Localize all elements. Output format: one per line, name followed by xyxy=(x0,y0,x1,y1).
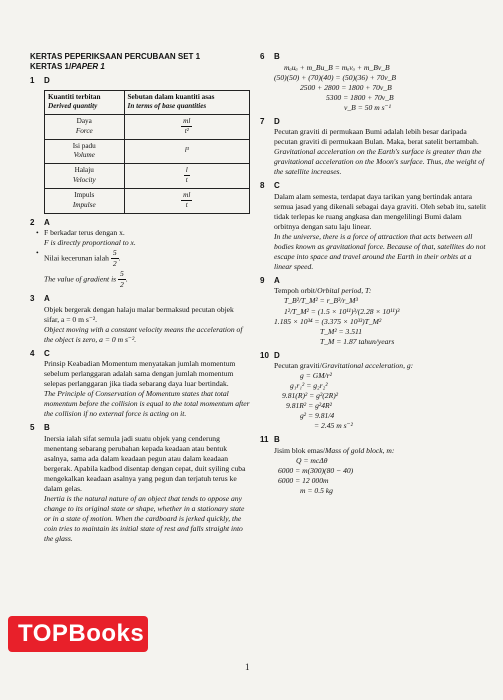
question-number: 9 xyxy=(260,275,265,285)
text-bm: Tempoh orbit/ xyxy=(274,286,318,296)
text-en: F is directly proportional to x. xyxy=(44,238,136,248)
text-en: Gravitational acceleration on the Earth's surface is greater than the gravitational acceleration on the Moon's surface. Thus, the weight of the satellite increases. xyxy=(274,147,485,177)
question-11-head xyxy=(260,435,488,446)
answer-letter: B xyxy=(44,423,50,433)
question-number: 1 xyxy=(30,76,35,85)
quantity-table xyxy=(44,90,250,214)
equation-line: mₐuₐ + m_Bu_B = mₐvₐ + m_Bv_B xyxy=(284,62,390,72)
answer-letter: B xyxy=(274,435,280,445)
equation-line: 1.185 × 10³⁴ = (3.375 × 10³³)T_M² xyxy=(274,316,382,326)
text-bm: Pecutan graviti di permukaan Bumi adalah lebih besar daripada pecutan graviti di permukaan Bulan. Maka, berat satelit bertambah. xyxy=(274,127,479,147)
equation-line: = 2.45 m s⁻² xyxy=(314,421,353,431)
text-en: Inertia is the natural nature of an object that tends to oppose any change to its original state or shape, whether in a stationary state or in a state of motion. When the cardboard is jerked quickly, the coin tries to maintain its initial state of rest and falls straight into the glass. xyxy=(44,494,245,544)
text-en: The value of gradient is xyxy=(44,274,117,284)
text-bm: Nilai kecerunan ialah xyxy=(44,253,109,263)
text-en: In the universe, there is a force of attraction that acts between all bodies known as gravitational force. Because of that, satellites do not escape into space and travel around the Earth in their orbits at a linear speed. xyxy=(274,231,486,271)
left-column xyxy=(30,52,250,544)
question-number: 2 xyxy=(30,217,35,227)
cell-bm: Impuls xyxy=(74,191,95,200)
equation-line: T_M² = 3.511 xyxy=(320,326,363,336)
question-3-head xyxy=(30,294,250,305)
equation-line: g² = 9.81/4 xyxy=(300,411,335,421)
cell-bm: Halaju xyxy=(74,166,94,175)
text-bm: Dalam alam semesta, terdapat daya tarikan yang bertindak antara semua jasad yang dikenali sebagai daya graviti. Oleh sebab itu, satelit tidak terlepas ke ruang angkasa dan mengelilingi Bumi dalam orbitnya dengan satu laju linear. xyxy=(274,191,487,231)
question-8-head xyxy=(260,181,488,192)
equation-line: 2500 + 2800 = 1800 + 70v_B xyxy=(300,82,392,92)
question-number: 11 xyxy=(260,435,269,445)
table-row xyxy=(45,188,250,213)
answer-letter: D xyxy=(274,350,280,360)
question-number: 4 xyxy=(30,348,35,358)
answer-letter: D xyxy=(44,76,50,85)
page-number: 1 xyxy=(245,662,250,672)
equation-line: 9.81(R)² = g²(2R)² xyxy=(282,391,339,401)
equation-line: g₁r₁² = g₂r₂² xyxy=(290,381,328,391)
answer-letter: A xyxy=(44,294,50,304)
cell-en: Volume xyxy=(73,151,95,160)
equation-line: g = GM/r² xyxy=(300,371,332,381)
cell-bm: Daya xyxy=(76,117,92,126)
intro-line xyxy=(260,446,488,456)
page-subtitle xyxy=(30,62,250,72)
fraction: $\frac{l}{t}$ xyxy=(185,165,188,185)
text-bm: Jisim blok emas/ xyxy=(274,445,326,455)
table-row xyxy=(45,139,250,163)
text-bm: Inersia ialah sifat semula jadi suatu objek yang cenderung menentang sebarang perubahan kepada keadaan atau bentuk asalnya, sama ada dalam keadaan pegun atau dalam keadaan bergerak. Apabila kadbod disentap dengan cepat, duit syiling cuba mengekalkan keadaan asalnya yang pegun dan terjatuh terus ke dalam gelas. xyxy=(44,433,246,494)
question-6-head xyxy=(260,52,488,63)
page-title: KERTAS PEPERIKSAAN PERCUBAAN SET 1 xyxy=(30,52,201,61)
equation-line: Q = mcΔθ xyxy=(296,455,328,465)
fraction: $\frac{ml}{t}$ xyxy=(183,190,191,210)
cell-en: Impulse xyxy=(72,200,96,209)
bullet-item xyxy=(30,228,250,248)
cell-en: Velocity xyxy=(72,175,96,184)
equation-line: 5300 = 1800 + 70v_B xyxy=(326,92,394,102)
text-en: The Principle of Conservation of Momentum states that total momentum before the collision is equal to the total momentum after the collision if no external force is acting on it. xyxy=(44,389,250,419)
header-bm: Sebutan dalam kuantiti asas xyxy=(127,92,215,101)
question-2-head xyxy=(30,218,250,229)
question-7-head xyxy=(260,117,488,128)
question-number: 10 xyxy=(260,350,269,360)
equation-line: T_B²/T_M² = r_B³/r_M³ xyxy=(284,296,358,306)
question-number: 3 xyxy=(30,294,35,304)
answer-letter: D xyxy=(274,116,280,126)
cell-en: Force xyxy=(75,126,93,135)
cell-value: l³ xyxy=(124,139,249,163)
question-4-head xyxy=(30,349,250,360)
text-bm: Objek bergerak dengan halaju malar bermaksud pecutan objek sifar, a = 0 m s⁻². xyxy=(44,304,234,324)
intro-line xyxy=(260,286,488,296)
answer-letter: A xyxy=(44,217,50,227)
question-number: 5 xyxy=(30,423,35,433)
table-header-col1 xyxy=(45,90,125,114)
equation-line: 6000 = 12 000m xyxy=(278,475,329,485)
answer-letter: C xyxy=(44,348,50,358)
question-number: 7 xyxy=(260,116,265,126)
intro-line xyxy=(260,361,488,371)
fraction: $\frac{5}{2}$ xyxy=(112,248,117,269)
text-bm: Pecutan graviti/ xyxy=(274,361,322,371)
table-row xyxy=(45,114,250,139)
header-en: In terms of base quantities xyxy=(127,102,207,111)
equation-line: m = 0.5 kg xyxy=(300,485,333,495)
question-9-head xyxy=(260,276,488,287)
answer-letter: C xyxy=(274,181,280,191)
question-5-head xyxy=(30,423,250,434)
equation-line: 1²/T_M² = (1.5 × 10¹¹)³/(2.28 × 10¹¹)³ xyxy=(284,306,400,316)
equation-line: 6000 = m(300)(80 − 40) xyxy=(278,465,354,475)
text-en: Orbital period, T: xyxy=(317,286,372,296)
question-10-head xyxy=(260,351,488,362)
table-header-col2 xyxy=(124,90,249,114)
text-bm: • F berkadar terus dengan x. xyxy=(44,228,125,238)
text-bm: Prinsip Keabadian Momentum menyatakan jumlah momentum sebelum perlanggaran adalah sama dengan jumlah momentum selepas perlanggaran jika tiada sebarang daya luar bertindak. xyxy=(44,359,236,389)
text-en: Gravitational acceleration, g: xyxy=(321,361,414,371)
header-bm: Kuantiti terbitan xyxy=(48,92,101,101)
equation-line: T_M = 1.87 tahun/years xyxy=(320,336,395,346)
text-en: Mass of gold block, m: xyxy=(325,445,395,455)
question-number: 8 xyxy=(260,181,265,191)
header-en: Derived quantity xyxy=(48,102,98,111)
equation-line: 9.81R² = g²4R² xyxy=(286,401,332,411)
subtitle-bm: KERTAS 1/ xyxy=(30,62,72,71)
fraction: $\frac{5}{2}$ xyxy=(120,269,124,290)
cell-bm: Isi padu xyxy=(72,141,96,150)
question-number: 6 xyxy=(260,52,265,61)
subtitle-en: PAPER 1 xyxy=(71,62,105,71)
bullet-item: • Nilai kecerunan ialah $\frac{5}{2}$ . The value of gradient is $\frac{5}{2}$ . xyxy=(30,248,250,290)
answer-letter: B xyxy=(274,52,280,61)
table-row xyxy=(45,163,250,188)
equation-line: v_B = 50 m s⁻¹ xyxy=(344,102,391,112)
right-column xyxy=(260,52,488,496)
equation-line: (50)(50) + (70)(40) = (50)(36) + 70v_B xyxy=(274,72,397,82)
text-en: Object moving with a constant velocity means the acceleration of the object is zero, a = 0 m s⁻². xyxy=(44,324,243,344)
question-1-head xyxy=(30,76,250,87)
topbooks-logo: TOPBooks xyxy=(8,616,148,652)
fraction: $\frac{ml}{\text{t²}}$ xyxy=(183,116,191,136)
answer-letter: A xyxy=(274,275,280,285)
